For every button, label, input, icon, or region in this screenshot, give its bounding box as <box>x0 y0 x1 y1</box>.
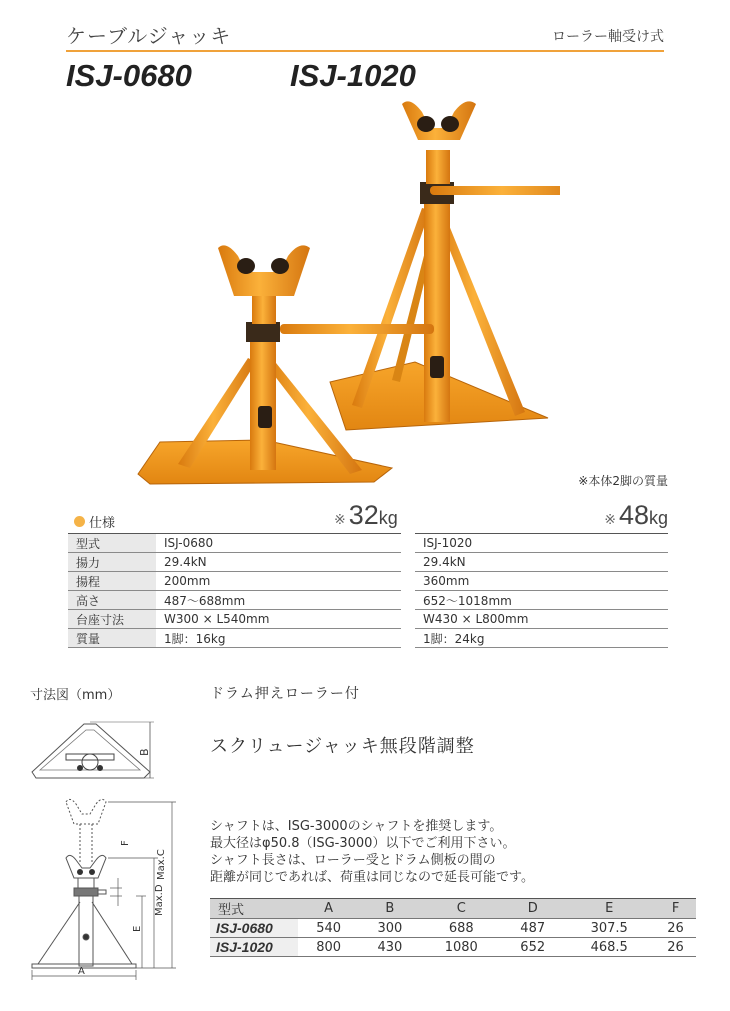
dim-header-cell: D <box>502 899 563 919</box>
weight-1020 <box>604 500 668 531</box>
dimension-diagram-title: 寸法図（mm） <box>30 688 121 703</box>
jack-small <box>138 245 434 484</box>
spec-row-label: 型式 <box>68 534 156 553</box>
weight-value: 32 <box>348 500 379 530</box>
dim-value-cell: 26 <box>655 919 696 938</box>
spec-value-1020: W430 × L800mm <box>415 610 668 629</box>
page-title: ケーブルジャッキ <box>66 24 232 48</box>
spec-row <box>68 572 668 591</box>
dim-label-b: B <box>138 748 151 756</box>
spec-value-0680: ISJ-0680 <box>156 534 401 553</box>
dim-header-cell: E <box>563 899 655 919</box>
top-view-diagram <box>26 716 176 784</box>
dim-label-max-d: Max.D <box>154 884 165 916</box>
weight-unit: kg <box>378 508 398 528</box>
dim-header-cell: F <box>655 899 696 919</box>
spec-row <box>68 610 668 629</box>
note-line: シャフトは、ISG-3000のシャフトを推奨します。 <box>210 819 503 834</box>
spec-gap <box>401 591 415 610</box>
spec-row-label: 揚程 <box>68 572 156 591</box>
dim-value-cell: 300 <box>359 919 420 938</box>
feature-screw-jack: スクリュージャッキ無段階調整 <box>210 736 475 757</box>
dim-header-cell: 型式 <box>210 899 298 919</box>
spec-row-label: 台座寸法 <box>68 610 156 629</box>
weight-unit: kg <box>648 508 668 528</box>
spec-gap <box>401 553 415 572</box>
dim-label-f: F <box>120 840 131 846</box>
dim-label-e: E <box>132 925 143 932</box>
dim-value-cell: 430 <box>359 938 420 957</box>
dim-value-cell: 468.5 <box>563 938 655 957</box>
dim-header-cell: C <box>420 899 502 919</box>
spec-value-0680: W300 × L540mm <box>156 610 401 629</box>
product-photo <box>130 90 560 490</box>
dim-label-max-c: Max.C <box>156 849 167 880</box>
spec-value-1020: 29.4kN <box>415 553 668 572</box>
spec-gap <box>401 629 415 648</box>
spec-value-0680: 1脚：16kg <box>156 629 401 648</box>
spec-row-label: 揚力 <box>68 553 156 572</box>
dim-header-cell: B <box>359 899 420 919</box>
spec-value-0680: 200mm <box>156 572 401 591</box>
model-name-0680: ISJ-0680 <box>66 58 192 93</box>
spec-row-label: 質量 <box>68 629 156 648</box>
model-name-1020: ISJ-1020 <box>290 58 416 93</box>
spec-value-0680: 487〜688mm <box>156 591 401 610</box>
spec-value-1020: ISJ-1020 <box>415 534 668 553</box>
feature-roller: ドラム押えローラー付 <box>210 686 360 702</box>
dim-value-cell: 540 <box>298 919 359 938</box>
dim-value-cell: 688 <box>420 919 502 938</box>
weight-prefix: ※ <box>334 511 346 527</box>
spec-value-1020: 652〜1018mm <box>415 591 668 610</box>
dim-row <box>210 919 696 938</box>
spec-gap <box>401 534 415 553</box>
dim-row <box>210 938 696 957</box>
bullet-dot-icon <box>74 516 85 527</box>
spec-value-1020: 360mm <box>415 572 668 591</box>
spec-row <box>68 591 668 610</box>
spec-heading-label: 仕様 <box>89 516 116 531</box>
dim-header-cell: A <box>298 899 359 919</box>
dim-value-cell: 652 <box>502 938 563 957</box>
weight-note: ※本体2脚の質量 <box>578 474 668 488</box>
spec-value-0680: 29.4kN <box>156 553 401 572</box>
shaft-note <box>210 818 534 886</box>
dim-label-a: A <box>78 966 85 977</box>
dim-model-cell: ISJ-1020 <box>210 938 298 957</box>
spec-row <box>68 534 668 553</box>
dim-value-cell: 487 <box>502 919 563 938</box>
weight-0680 <box>334 500 398 531</box>
spec-heading <box>74 512 115 531</box>
side-view-diagram <box>24 792 194 982</box>
jack-large <box>330 101 560 430</box>
spec-row <box>68 629 668 648</box>
dim-value-cell: 1080 <box>420 938 502 957</box>
spec-table <box>68 533 668 648</box>
header-divider <box>66 50 664 52</box>
spec-gap <box>401 610 415 629</box>
dim-value-cell: 307.5 <box>563 919 655 938</box>
weight-prefix: ※ <box>604 511 616 527</box>
note-line: 距離が同じであれば、荷重は同じなので延長可能です。 <box>210 870 534 885</box>
spec-value-1020: 1脚：24kg <box>415 629 668 648</box>
weight-value: 48 <box>618 500 649 530</box>
dimension-table <box>210 898 696 957</box>
note-line: 最大径はφ50.8（ISG-3000）以下でご利用下さい。 <box>210 836 516 851</box>
dim-value-cell: 26 <box>655 938 696 957</box>
spec-row-label: 高さ <box>68 591 156 610</box>
spec-row <box>68 553 668 572</box>
dim-model-cell: ISJ-0680 <box>210 919 298 938</box>
page-subtitle: ローラー軸受け式 <box>552 29 664 45</box>
dim-value-cell: 800 <box>298 938 359 957</box>
spec-gap <box>401 572 415 591</box>
note-line: シャフト長さは、ローラー受とドラム側板の間の <box>210 853 496 868</box>
